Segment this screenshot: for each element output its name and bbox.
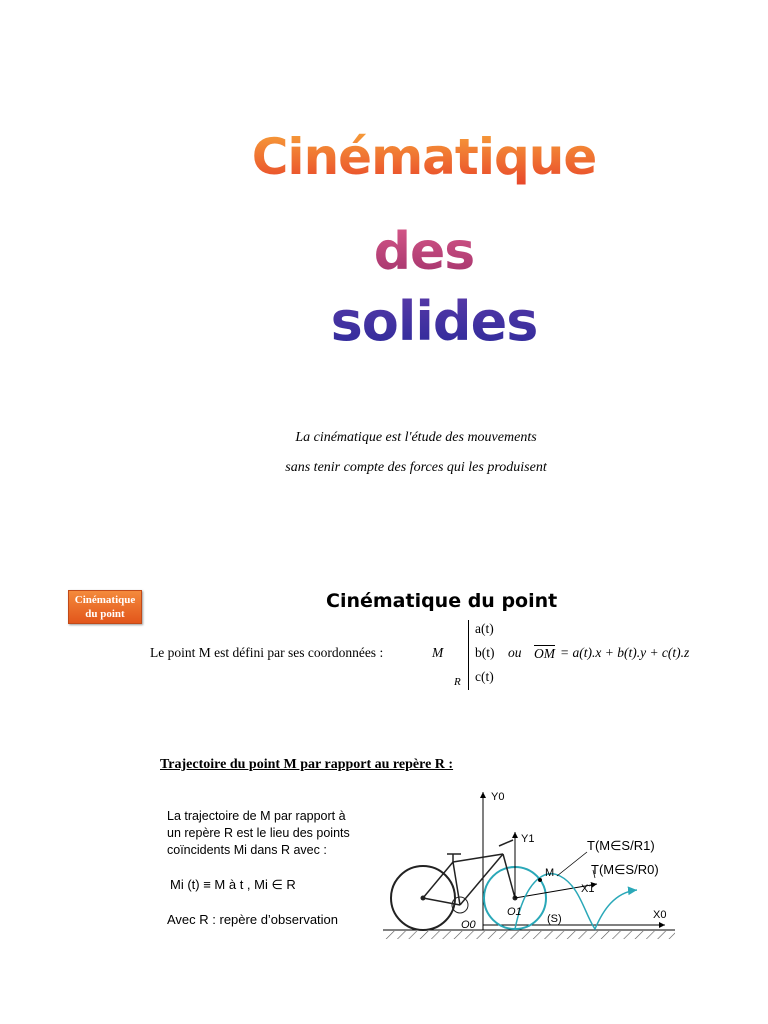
vector-equation: = a(t).x + b(t).y + c(t).z	[560, 645, 690, 660]
title-line-1: Cinématique	[40, 128, 768, 186]
trajectory-note: Avec R : repère d’observation	[167, 912, 339, 927]
or-word: ou	[508, 645, 522, 660]
x0-label: X0	[653, 909, 667, 921]
title-line-3: solides	[50, 290, 768, 353]
section-title: Cinématique du point	[326, 590, 558, 612]
bicycle-trajectory-figure	[375, 780, 705, 950]
bicycle-frame	[423, 840, 515, 905]
trajectory-title: Trajectoire du point M par rapport au repère R :	[160, 757, 454, 772]
badge-line-1: Cinématique	[74, 594, 136, 606]
trajectory-formula: Mi (t) ≡ M à t , Mi ∈ R	[170, 877, 296, 892]
coord-c: c(t)	[475, 669, 494, 684]
coord-b: b(t)	[475, 645, 495, 660]
badge-line-2: du point	[85, 608, 125, 620]
vector-label: OM	[534, 646, 555, 661]
definition-text: Le point M est défini par ses coordonnées :	[150, 645, 384, 660]
frame-symbol: R	[454, 676, 461, 688]
section-badge	[68, 590, 142, 624]
description-line-3: coïncidents Mi dans R avec :	[167, 843, 327, 857]
o0-label: O0	[461, 919, 476, 931]
s-label: (S)	[547, 913, 562, 925]
title-line-2: des	[40, 222, 768, 282]
o1-label: O1	[507, 906, 522, 918]
x1-label: X1	[581, 883, 595, 895]
trajectory-description	[167, 808, 382, 859]
y0-label: Y0	[491, 791, 505, 803]
coord-a: a(t)	[475, 621, 494, 636]
tangent-label-r1: T(M∈S/R1)	[587, 838, 655, 853]
intro-line-1: La cinématique est l'étude des mouvements	[295, 430, 537, 445]
point-symbol: M	[432, 645, 444, 660]
y1-label: Y1	[521, 833, 535, 845]
description-line-1: La trajectoire de M par rapport à	[167, 809, 346, 823]
ground-hatch	[383, 931, 675, 939]
coordinate-bracket	[468, 620, 469, 690]
tangent-pointer-r1	[557, 852, 587, 876]
point-m	[538, 878, 542, 882]
trajectory-curve	[515, 874, 637, 929]
m-label: M	[545, 867, 555, 879]
description-line-2: un repère R est le lieu des points	[167, 826, 350, 840]
tangent-label-r0: T(M∈S/R0)	[591, 862, 659, 877]
intro-line-2: sans tenir compte des forces qui les produisent	[285, 460, 547, 475]
